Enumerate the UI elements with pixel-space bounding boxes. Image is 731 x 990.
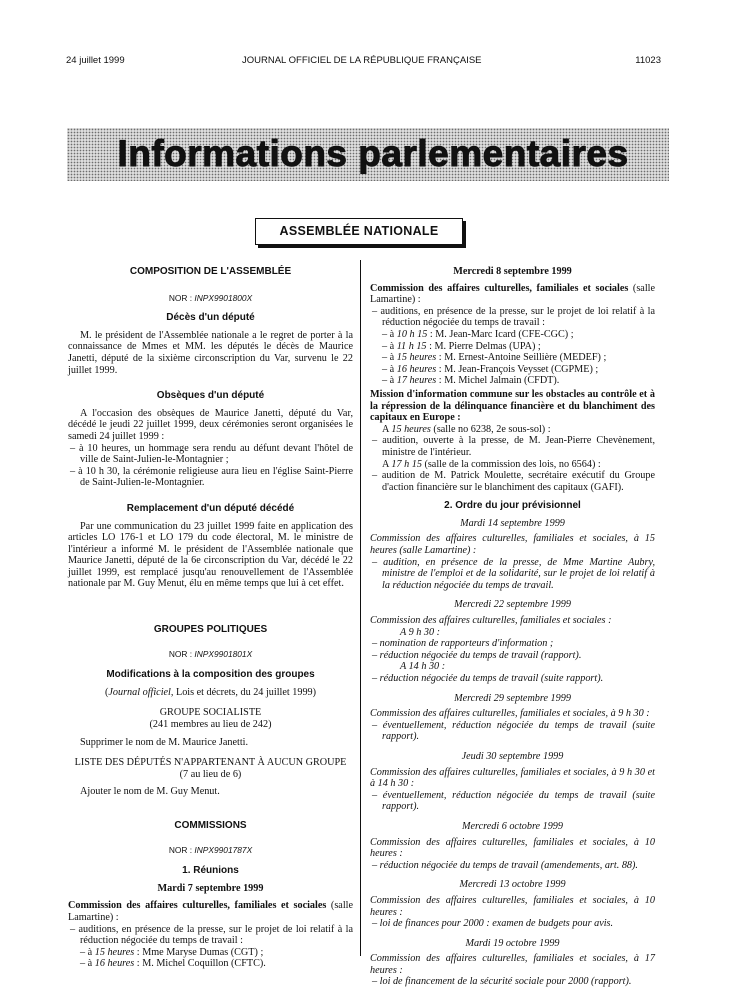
audition-place: (salle de la commission des lois, no 6564) : xyxy=(421,458,601,470)
ref-paren: ( xyxy=(104,686,109,698)
sub-time: 11 h 15 xyxy=(396,340,427,352)
header-page-number: 11023 xyxy=(635,55,661,66)
remplacement-text: Par une communication du 23 juillet 1999 faite en application des articles LO 176-1 et LO 179 du code électoral, M. le ministre de l'intérieur a informé M. le président de l'Assemblée nationale que Maurice Janetti, député de la 6e circonscription du Var, décédé le 22 juillet 1999, est remplacé jusqu'au renouvellement de l'Assemblée nationale par M. Guy Menut, élu en même temps que lui à cet effet. xyxy=(68,520,353,590)
mercredi13-date: Mercredi 13 octobre 1999 xyxy=(459,879,566,891)
reunions-title: 1. Réunions xyxy=(182,865,239,877)
nor-label: NOR : xyxy=(168,648,195,659)
mercredi29-date: Mercredi 29 septembre 1999 xyxy=(454,692,571,704)
mardi7-item: – auditions, en présence de la presse, sur le projet de loi relatif à la réduction négociée du temps de travail : xyxy=(70,923,353,947)
liste-non-inscrits-action: Ajouter le nom de M. Guy Menut. xyxy=(80,786,220,798)
mardi19-date: Mardi 19 octobre 1999 xyxy=(465,937,560,949)
sub-time: 16 heures xyxy=(396,363,437,375)
groupe-socialiste: GROUPE SOCIALISTE xyxy=(159,707,262,719)
mercredi29-item: – éventuellement, réduction négociée du temps de travail (suite rapport). xyxy=(372,719,655,743)
mercredi8-sub: – à 11 h 15 : M. Pierre Delmas (UPA) ; xyxy=(382,340,541,352)
composition-nor xyxy=(68,293,353,305)
nor-code: INPX9901787X xyxy=(194,844,253,855)
mardi7-date: Mardi 7 septembre 1999 xyxy=(157,882,264,894)
assembly-title-box: ASSEMBLÉE NATIONALE xyxy=(255,218,463,245)
ref-rest: Lois et décrets, du 24 juillet 1999) xyxy=(173,686,317,698)
mercredi6-item: – réduction négociée du temps de travail (amendements, art. 88). xyxy=(372,859,638,871)
mercredi8-sub: – à 17 heures : M. Michel Jalmain (CFDT). xyxy=(382,375,560,387)
mardi14-date: Mardi 14 septembre 1999 xyxy=(460,517,565,529)
sub-text: M. Jean-Marc Icard (CFE-CGC) ; xyxy=(432,328,574,340)
mercredi22-item: – réduction négociée du temps de travail (suite rapport). xyxy=(372,673,604,684)
commission-name: Commission des affaires culturelles, familiales et sociales xyxy=(370,282,629,294)
mercredi8-sub: – à 15 heures : M. Ernest-Antoine Seillière (MEDEF) ; xyxy=(382,352,607,364)
mercredi22-commission: Commission des affaires culturelles, familiales et sociales : xyxy=(370,615,612,627)
column-divider xyxy=(360,260,361,956)
nor-label: NOR : xyxy=(168,292,195,303)
obseques-item: – à 10 heures, un hommage sera rendu au défunt devant l'hôtel de ville de Saint-Julien-le-Montagnier ; xyxy=(70,442,353,466)
composition-title: COMPOSITION DE L'ASSEMBLÉE xyxy=(129,266,292,277)
obseques-item: – à 10 h 30, la cérémonie religieuse aura lieu en l'église Saint-Pierre de Saint-Julien-le-Montagnier. xyxy=(70,465,353,489)
commissions-nor xyxy=(68,845,353,857)
mission-audition-1: A 15 heures (salle no 6238, 2e sous-sol) : xyxy=(382,423,551,435)
mercredi22-item: – réduction négociée du temps de travail (rapport). xyxy=(372,649,582,661)
mercredi13-commission: Commission des affaires culturelles, familiales et sociales, à 10 heures : xyxy=(370,894,655,918)
mardi7-sub: – à 16 heures : M. Michel Coquillon (CFTC). xyxy=(80,958,266,970)
deces-text: M. le président de l'Assemblée nationale a le regret de porter à la connaissance de Mmes et MM. les députés le décès de Maurice Janetti, député de la sixième circonscription du Var, survenu le 22 juillet 1999. xyxy=(68,329,353,376)
groupes-nor xyxy=(68,649,353,661)
mercredi13-item: – loi de finances pour 2000 : examen de budgets pour avis. xyxy=(372,918,614,930)
mission-audition-1-item: – audition, ouverte à la presse, de M. Jean-Pierre Chevènement, ministre de l'intérieur. xyxy=(372,435,655,458)
banner-title: Informations parlementaires xyxy=(117,133,629,174)
mercredi8-sub: – à 10 h 15 : M. Jean-Marc Icard (CFE-CGC) ; xyxy=(382,328,574,340)
groupes-title: GROUPES POLITIQUES xyxy=(153,624,268,636)
jeudi30-commission: Commission des affaires culturelles, familiales et sociales, à 9 h 30 et à 14 h 30 : xyxy=(370,766,655,790)
obseques-title: Obsèques d'un député xyxy=(156,390,265,402)
mercredi8-commission xyxy=(370,283,655,306)
jeudi30-date: Jeudi 30 septembre 1999 xyxy=(461,750,564,762)
commission-place: (salle Lamartine) : xyxy=(68,900,353,923)
sub-text: M. Pierre Delmas (UPA) ; xyxy=(431,340,541,352)
mercredi8-item: – auditions, en présence de la presse, sur le projet de loi relatif à la réduction négociée du temps de travail : xyxy=(372,305,655,329)
remplacement-title: Remplacement d'un député décédé xyxy=(126,502,295,514)
sub-time: 17 heures xyxy=(396,375,437,387)
header-journal-title: JOURNAL OFFICIEL DE LA RÉPUBLIQUE FRANÇAISE xyxy=(242,55,482,66)
audition-time: 15 heures xyxy=(391,423,431,435)
mardi19-commission: Commission des affaires culturelles, familiales et sociales, à 17 heures : xyxy=(370,953,655,976)
sub-text: M. Michel Jalmain (CFDT). xyxy=(441,375,560,387)
mercredi22-date: Mercredi 22 septembre 1999 xyxy=(454,599,571,611)
groupe-socialiste-count: (241 membres au lieu de 242) xyxy=(149,719,272,731)
sub-time: 10 h 15 xyxy=(396,328,428,340)
ordre-du-jour-title: 2. Ordre du jour prévisionnel xyxy=(444,500,581,512)
mercredi22-item: – nomination de rapporteurs d'information ; xyxy=(372,638,554,650)
jeudi30-item: – éventuellement, réduction négociée du temps de travail (suite rapport). xyxy=(372,789,655,813)
mercredi8-sub: – à 16 heures : M. Jean-François Veysset (CGPME) ; xyxy=(382,363,599,375)
sub-text: M. Michel Coquillon (CFTC). xyxy=(139,958,266,970)
mercredi22-time-1: A 9 h 30 : xyxy=(400,626,440,638)
mardi7-sub: – à 15 heures : Mme Maryse Dumas (CGT) ; xyxy=(80,946,264,958)
header-date: 24 juillet 1999 xyxy=(66,55,125,66)
mardi7-commission xyxy=(68,900,353,923)
mardi14-item: – audition, en présence de la presse, de Mme Martine Aubry, ministre de l'emploi et de la solidarité, sur le projet de loi relatif à la réduction négociée du temps de travail. xyxy=(372,556,655,591)
mercredi22-time-2: A 14 h 30 : xyxy=(400,661,446,673)
sub-text: Mme Maryse Dumas (CGT) ; xyxy=(139,946,264,958)
mission-title: Mission d'information commune sur les obstacles au contrôle et à la répression de la délinquance financière et du blanchiment des capitaux en Europe : xyxy=(370,388,655,424)
audition-place: (salle no 6238, 2e sous-sol) : xyxy=(430,423,551,435)
ref-journal: Journal officiel, xyxy=(108,686,174,698)
liste-non-inscrits: LISTE DES DÉPUTÉS N'APPARTENANT À AUCUN GROUPE xyxy=(74,757,347,769)
sub-time: 15 heures xyxy=(94,946,135,958)
mercredi6-date: Mercredi 6 octobre 1999 xyxy=(462,820,563,832)
modif-reference xyxy=(68,687,353,699)
left-column xyxy=(68,266,353,970)
mission-audition-2-item: – audition de M. Patrick Moulette, secrétaire exécutif du Groupe d'action financière sur le blanchiment des capitaux (GAFI). xyxy=(372,470,655,493)
commission-name: Commission des affaires culturelles, familiales et sociales xyxy=(68,900,327,912)
obseques-text: A l'occasion des obsèques de Maurice Janetti, député du Var, décédé le jeudi 22 juillet 1999, deux cérémonies seront organisées le samedi 24 juillet 1999 : xyxy=(68,407,353,442)
deces-title: Décès d'un député xyxy=(166,312,255,324)
mercredi29-commission: Commission des affaires culturelles, familiales et sociales, à 9 h 30 : xyxy=(370,708,650,720)
modif-title: Modifications à la composition des groupes xyxy=(106,669,315,681)
sub-text: M. Jean-François Veysset (CGPME) ; xyxy=(441,363,599,375)
mardi14-commission: Commission des affaires culturelles, familiales et sociales, à 15 heures (salle Lamartine) : xyxy=(370,533,655,557)
nor-label: NOR : xyxy=(168,844,195,855)
sub-text: M. Ernest-Antoine Seillière (MEDEF) ; xyxy=(441,352,607,364)
mardi19-item: – loi de financement de la sécurité sociale pour 2000 (rapport). xyxy=(372,976,632,988)
page-header xyxy=(66,55,661,69)
section-banner xyxy=(67,128,669,181)
groupe-socialiste-action: Supprimer le nom de M. Maurice Janetti. xyxy=(80,736,249,748)
nor-code: INPX9901801X xyxy=(194,648,253,659)
commission-place: (salle Lamartine) : xyxy=(370,282,655,306)
right-column xyxy=(370,266,655,988)
sub-time: 16 heures xyxy=(94,958,135,970)
mercredi8-date: Mercredi 8 septembre 1999 xyxy=(453,266,572,277)
mercredi6-commission: Commission des affaires culturelles, familiales et sociales, à 10 heures : xyxy=(370,836,655,860)
nor-code: INPX9901800X xyxy=(194,292,253,303)
sub-time: 15 heures xyxy=(396,352,437,364)
audition-time: 17 h 15 xyxy=(391,458,422,470)
liste-non-inscrits-count: (7 au lieu de 6) xyxy=(179,768,242,780)
commissions-title: COMMISSIONS xyxy=(174,820,247,831)
mission-audition-2: A 17 h 15 (salle de la commission des lois, no 6564) : xyxy=(382,458,601,470)
